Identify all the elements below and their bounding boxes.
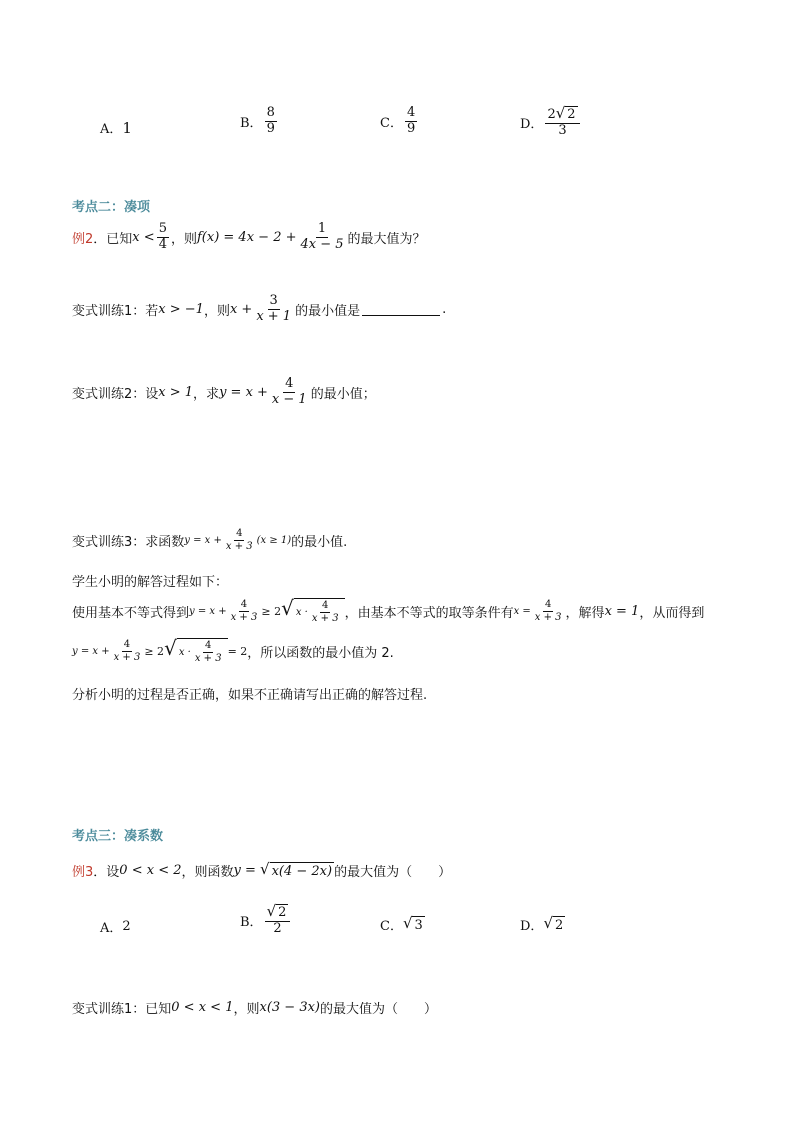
variant-4: 变式训练1：已知 0 < x < 1 ，则 x(3 − 3x) 的最大值为（ ） <box>72 1000 438 1017</box>
answer-blank[interactable] <box>362 303 440 316</box>
option-c-3: C． √ 3 <box>380 914 423 934</box>
example-3: 例3 ．设 0 < x < 2 ，则函数 y = √ x(4 − 2x) 的最大值为（ ） <box>72 860 452 880</box>
option-d: D． 2 √ 2 3 <box>520 106 582 139</box>
option-a: A． 1 <box>100 118 132 137</box>
analysis-prompt: 分析小明的过程是否正确，如果不正确请写出正确的解答过程. <box>72 688 428 703</box>
option-b-3: B． √ 2 2 <box>240 904 292 937</box>
variant-1: 变式训练1：若 x > −1 ，则 x + $\frac{3}{x + 1}$ 的最小值是 . <box>72 293 447 324</box>
variant-2: 变式训练2：设 x > 1 ，求 y = x + $\frac{4}{x - 1}$ 的最小值； <box>72 376 376 407</box>
option-b: B． $\frac{8}{9}$ <box>240 105 275 136</box>
section-heading-3: 考点三：凑系数 <box>72 829 164 844</box>
section-heading: 考点二：凑项 <box>72 200 151 215</box>
solution-line-2: y = x + $\frac{4}{x + 3}$ ≥ 2 √ x · $\frac{4}{x + 3}$ = 2 ，所以函数的最小值为 2. <box>72 636 394 664</box>
option-d-3: D． √ 2 <box>520 914 564 934</box>
option-c: C． $\frac{4}{9}$ <box>380 105 416 136</box>
solution-line-1: 使用基本不等式得到 y = x + $\frac{4}{x + 3}$ ≥ 2 √ x · $\frac{4}{x + 3}$ ，由基本不等式的取等条件有 x = $\frac{4}{x + 3}$ ，解得 x = 1 ，从而得到 <box>72 596 705 624</box>
option-a-3: A． 2 <box>100 919 131 936</box>
example-2: 例2 ．已知 x < $\frac{5}{4}$ ，则 f(x) = 4x − 2 + $\frac{1}{4x - 5}$ 的最大值为？ <box>72 221 426 252</box>
variant-3: 变式训练3：求函数 y = x + $\frac{4}{x + 3}$ (x ≥ 1) 的最小值. <box>72 528 348 552</box>
solution-intro: 学生小明的解答过程如下： <box>72 575 229 590</box>
